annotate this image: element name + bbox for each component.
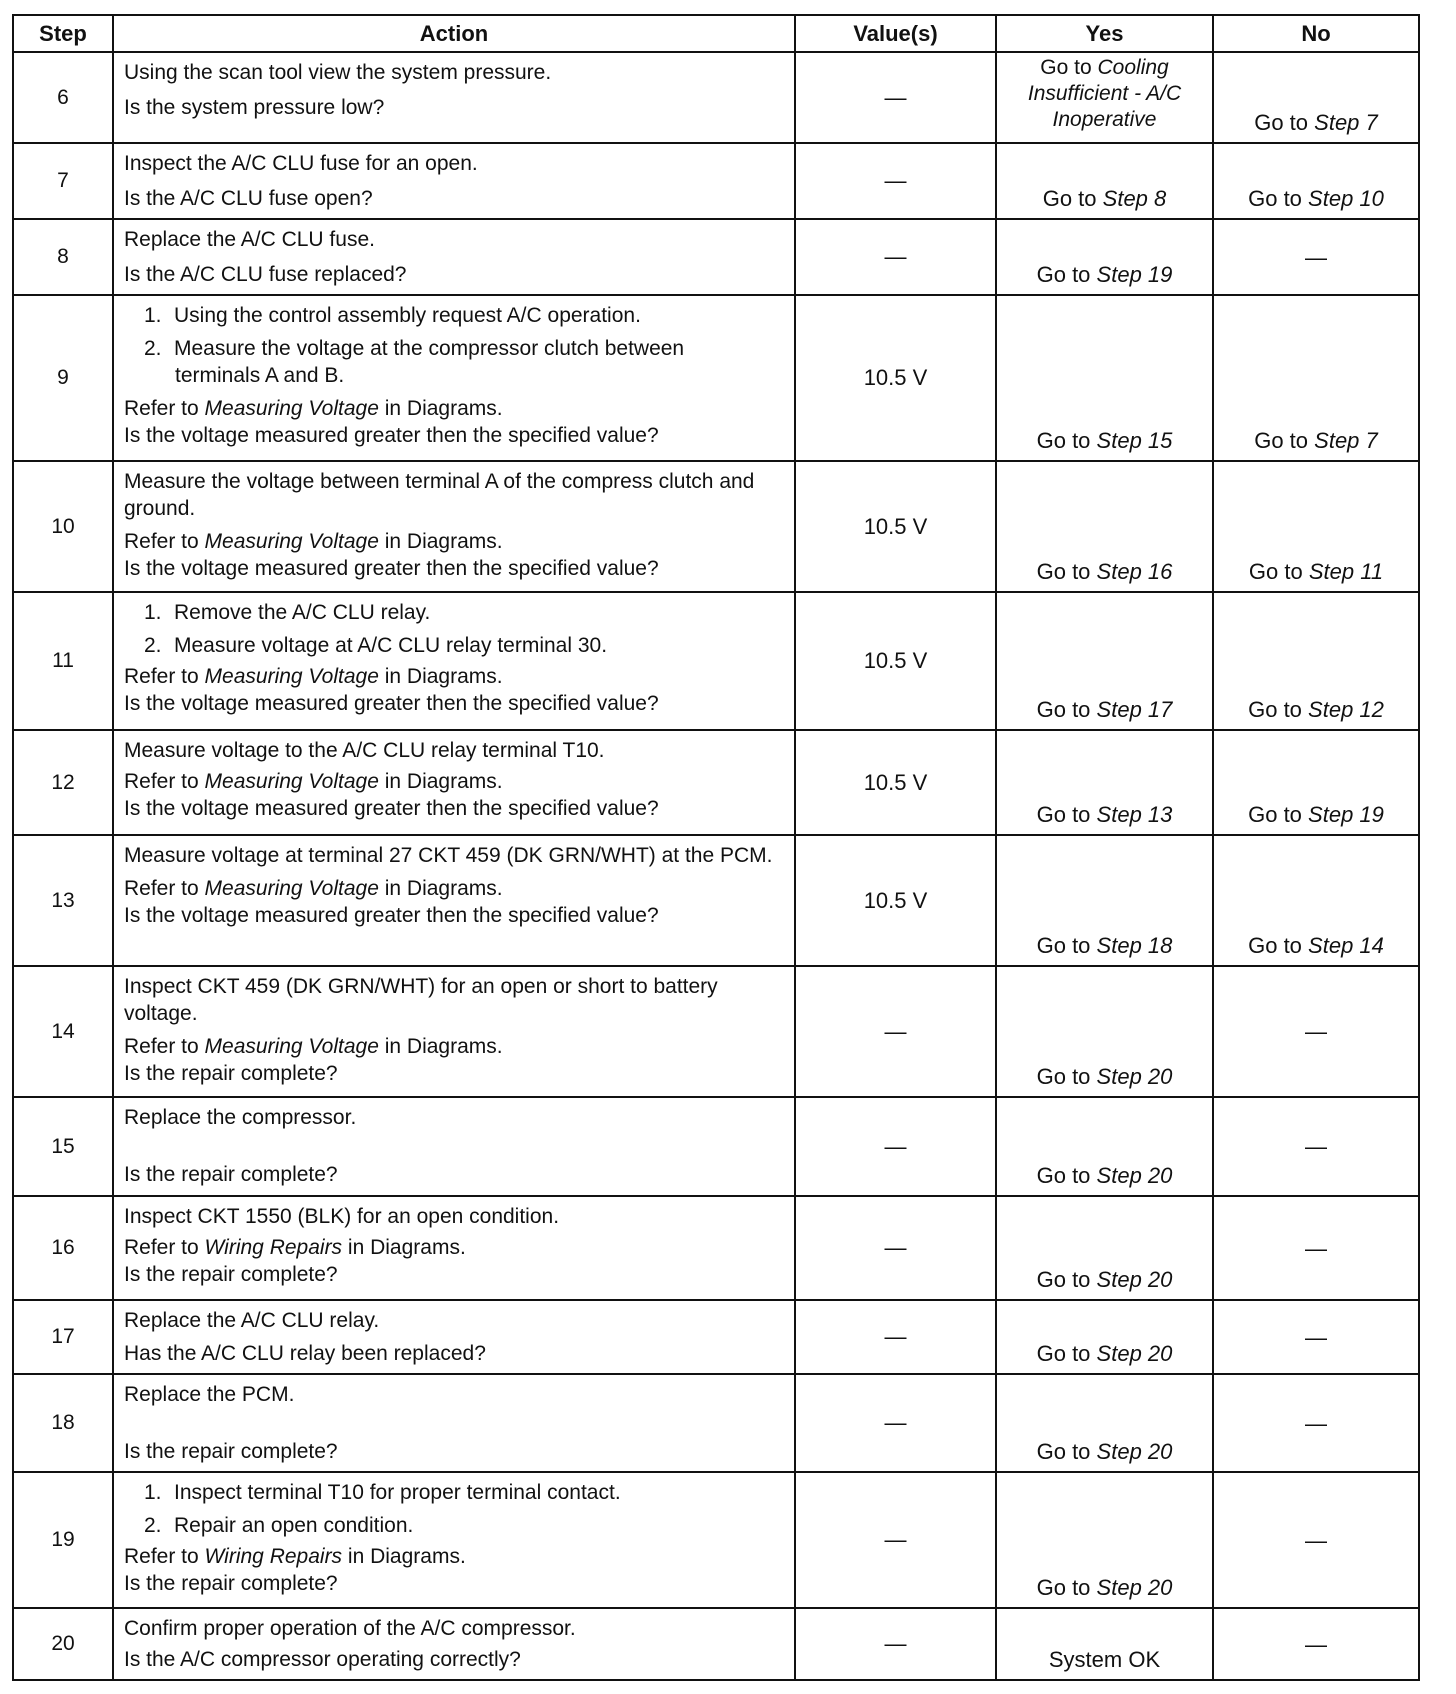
yes-cell: System OK xyxy=(996,1608,1213,1680)
value-cell: — xyxy=(795,1608,996,1680)
no-cell[interactable] xyxy=(1213,461,1419,592)
yes-prefix: Go to xyxy=(1036,1163,1091,1188)
action-text: Using the scan tool view the system pressure. xyxy=(124,61,552,84)
yes-cell[interactable] xyxy=(996,1300,1213,1374)
action-text: Replace the A/C CLU fuse. xyxy=(124,228,375,251)
reference-line: Refer to Measuring Voltage in Diagrams. xyxy=(124,530,503,553)
step-number: 8 xyxy=(13,219,113,295)
action-cell xyxy=(113,52,795,143)
no-link[interactable]: Step 14 xyxy=(1308,933,1384,958)
action-text: Confirm proper operation of the A/C compressor. xyxy=(124,1617,576,1640)
reference-link[interactable]: Measuring Voltage xyxy=(204,665,379,688)
reference-link[interactable]: Measuring Voltage xyxy=(204,397,379,420)
action-question: Is the voltage measured greater then the specified value? xyxy=(124,424,659,447)
action-text: Replace the A/C CLU relay. xyxy=(124,1309,380,1332)
no-cell: — xyxy=(1213,1097,1419,1196)
reference-line: Refer to Measuring Voltage in Diagrams. xyxy=(124,1035,503,1058)
no-prefix: Go to xyxy=(1254,110,1309,135)
no-link[interactable]: Step 19 xyxy=(1308,802,1384,827)
reference-link[interactable]: Measuring Voltage xyxy=(204,1035,379,1058)
yes-cell[interactable] xyxy=(996,592,1213,730)
action-question: Is the A/C CLU fuse replaced? xyxy=(124,263,407,286)
no-prefix: Go to xyxy=(1248,802,1302,827)
step-number: 18 xyxy=(13,1374,113,1472)
no-cell: — xyxy=(1213,1608,1419,1680)
yes-cell[interactable] xyxy=(996,1472,1213,1608)
value-cell: — xyxy=(795,1472,996,1608)
value-cell: — xyxy=(795,966,996,1097)
table-header xyxy=(13,15,1419,52)
no-cell[interactable] xyxy=(1213,143,1419,219)
step-number: 16 xyxy=(13,1196,113,1300)
no-cell[interactable] xyxy=(1213,52,1419,143)
reference-link[interactable]: Measuring Voltage xyxy=(204,770,379,793)
reference-link[interactable]: Measuring Voltage xyxy=(204,877,379,900)
table-row xyxy=(13,461,1419,592)
action-text: Inspect CKT 459 (DK GRN/WHT) for an open or short to battery voltage. xyxy=(124,975,718,1025)
header-action: Action xyxy=(113,15,795,52)
no-cell: — xyxy=(1213,1472,1419,1608)
yes-cell[interactable] xyxy=(996,52,1213,143)
action-question: Is the system pressure low? xyxy=(124,96,385,119)
reference-line: Refer to Wiring Repairs in Diagrams. xyxy=(124,1236,466,1259)
action-question: Is the voltage measured greater then the specified value? xyxy=(124,904,659,927)
action-question: Is the repair complete? xyxy=(124,1572,338,1595)
yes-cell[interactable] xyxy=(996,1374,1213,1472)
step-number: 7 xyxy=(13,143,113,219)
header-row xyxy=(13,15,1419,52)
action-question: Is the voltage measured greater then the specified value? xyxy=(124,797,659,820)
table-row xyxy=(13,143,1419,219)
table-row xyxy=(13,835,1419,966)
action-cell xyxy=(113,1472,795,1608)
reference-link[interactable]: Wiring Repairs xyxy=(204,1236,343,1259)
reference-line: Refer to Measuring Voltage in Diagrams. xyxy=(124,397,503,420)
table-row xyxy=(13,52,1419,143)
yes-prefix: Go to xyxy=(1036,1575,1091,1600)
no-prefix: Go to xyxy=(1254,428,1309,453)
yes-link[interactable]: Step 20 xyxy=(1096,1341,1173,1366)
no-prefix: Go to xyxy=(1248,186,1302,211)
action-text: Replace the PCM. xyxy=(124,1383,295,1406)
action-text: Replace the compressor. xyxy=(124,1106,357,1129)
value-cell: 10.5 V xyxy=(795,592,996,730)
no-link[interactable]: Step 7 xyxy=(1314,110,1378,135)
yes-link[interactable]: Step 20 xyxy=(1096,1267,1173,1292)
yes-prefix: Go to xyxy=(1036,1439,1091,1464)
action-cell xyxy=(113,1374,795,1472)
diagnostic-table-page xyxy=(12,14,1420,1681)
no-cell[interactable] xyxy=(1213,295,1419,461)
action-cell xyxy=(113,295,795,461)
table-row xyxy=(13,1608,1419,1680)
table-row xyxy=(13,1300,1419,1374)
value-cell: — xyxy=(795,52,996,143)
no-cell: — xyxy=(1213,1196,1419,1300)
header-values: Value(s) xyxy=(795,15,996,52)
value-cell: — xyxy=(795,143,996,219)
no-cell: — xyxy=(1213,1300,1419,1374)
yes-prefix: Go to xyxy=(1036,802,1091,827)
no-cell[interactable] xyxy=(1213,835,1419,966)
table-body xyxy=(13,52,1419,1680)
action-text: Measure voltage at terminal 27 CKT 459 (DK GRN/WHT) at the PCM. xyxy=(124,844,773,867)
step-number: 9 xyxy=(13,295,113,461)
yes-link[interactable]: Step 20 xyxy=(1096,1575,1173,1600)
yes-link[interactable]: Cooling Insufficient - A/C Inoperative xyxy=(1027,56,1182,131)
action-question: Has the A/C CLU relay been replaced? xyxy=(124,1342,486,1365)
no-prefix: Go to xyxy=(1248,697,1302,722)
step-number: 15 xyxy=(13,1097,113,1196)
action-question: Is the repair complete? xyxy=(124,1440,338,1463)
no-cell: — xyxy=(1213,966,1419,1097)
action-text: Measure the voltage between terminal A of the compress clutch and ground. xyxy=(124,470,755,520)
yes-link[interactable]: Step 20 xyxy=(1096,1439,1173,1464)
action-text: Inspect CKT 1550 (BLK) for an open condition. xyxy=(124,1205,560,1228)
action-cell xyxy=(113,1300,795,1374)
action-cell xyxy=(113,835,795,966)
action-cell xyxy=(113,592,795,730)
table-row xyxy=(13,1196,1419,1300)
no-link[interactable]: Step 11 xyxy=(1308,559,1384,584)
header-yes: Yes xyxy=(996,15,1213,52)
yes-link[interactable]: Step 20 xyxy=(1096,1064,1173,1089)
reference-link[interactable]: Measuring Voltage xyxy=(204,530,379,553)
step-number: 11 xyxy=(13,592,113,730)
yes-cell[interactable] xyxy=(996,1097,1213,1196)
numbered-item: 2. Measure voltage at A/C CLU relay terminal 30. xyxy=(144,634,608,657)
yes-prefix: Go to xyxy=(1036,933,1091,958)
header-step: Step xyxy=(13,15,113,52)
no-cell: — xyxy=(1213,1374,1419,1472)
yes-prefix: Go to xyxy=(1036,262,1091,287)
value-cell: 10.5 V xyxy=(795,730,996,835)
no-cell[interactable] xyxy=(1213,592,1419,730)
action-cell xyxy=(113,1608,795,1680)
table-row xyxy=(13,219,1419,295)
diagnostic-table xyxy=(12,14,1420,1681)
yes-link[interactable]: Step 13 xyxy=(1096,802,1173,827)
value-cell: — xyxy=(795,1300,996,1374)
yes-prefix: Go to xyxy=(1036,1267,1091,1292)
step-number: 13 xyxy=(13,835,113,966)
step-number: 20 xyxy=(13,1608,113,1680)
no-link[interactable]: Step 7 xyxy=(1314,428,1378,453)
step-number: 10 xyxy=(13,461,113,592)
action-question: Is the repair complete? xyxy=(124,1163,338,1186)
no-link[interactable]: Step 10 xyxy=(1308,186,1384,211)
value-cell: 10.5 V xyxy=(795,461,996,592)
table-row xyxy=(13,1097,1419,1196)
value-cell: 10.5 V xyxy=(795,835,996,966)
yes-link[interactable]: Step 8 xyxy=(1102,186,1167,211)
reference-line: Refer to Measuring Voltage in Diagrams. xyxy=(124,877,503,900)
yes-cell[interactable] xyxy=(996,295,1213,461)
yes-prefix: Go to xyxy=(1036,697,1091,722)
action-cell xyxy=(113,966,795,1097)
action-question: Is the voltage measured greater then the specified value? xyxy=(124,557,659,580)
action-cell xyxy=(113,1097,795,1196)
table-row xyxy=(13,730,1419,835)
action-cell xyxy=(113,461,795,592)
reference-link[interactable]: Wiring Repairs xyxy=(204,1545,343,1568)
yes-link[interactable]: Step 20 xyxy=(1096,1163,1173,1188)
yes-cell[interactable] xyxy=(996,730,1213,835)
reference-line: Refer to Measuring Voltage in Diagrams. xyxy=(124,665,503,688)
yes-cell[interactable] xyxy=(996,966,1213,1097)
action-question: Is the A/C CLU fuse open? xyxy=(124,187,373,210)
value-cell: — xyxy=(795,1196,996,1300)
numbered-item: 1. Using the control assembly request A/C operation. xyxy=(144,304,641,327)
action-text: Inspect the A/C CLU fuse for an open. xyxy=(124,152,478,175)
yes-cell[interactable] xyxy=(996,835,1213,966)
yes-prefix: Go to xyxy=(1040,56,1092,79)
step-number: 6 xyxy=(13,52,113,143)
yes-link[interactable]: Step 16 xyxy=(1096,559,1173,584)
numbered-item: 2. Repair an open condition. xyxy=(144,1514,414,1537)
table-row xyxy=(13,295,1419,461)
action-cell xyxy=(113,143,795,219)
no-cell[interactable] xyxy=(1213,730,1419,835)
yes-link[interactable]: Step 15 xyxy=(1096,428,1173,453)
action-question: Is the A/C compressor operating correctly? xyxy=(124,1648,521,1671)
action-cell xyxy=(113,730,795,835)
numbered-item: 1. Inspect terminal T10 for proper terminal contact. xyxy=(144,1481,621,1504)
step-number: 17 xyxy=(13,1300,113,1374)
yes-prefix: Go to xyxy=(1042,186,1097,211)
value-cell: — xyxy=(795,1374,996,1472)
table-row xyxy=(13,1472,1419,1608)
yes-link[interactable]: Step 19 xyxy=(1096,262,1173,287)
no-link[interactable]: Step 12 xyxy=(1308,697,1384,722)
reference-line: Refer to Measuring Voltage in Diagrams. xyxy=(124,770,503,793)
yes-cell[interactable] xyxy=(996,219,1213,295)
table-row xyxy=(13,592,1419,730)
yes-prefix: Go to xyxy=(1036,559,1091,584)
yes-cell[interactable] xyxy=(996,1196,1213,1300)
yes-prefix: Go to xyxy=(1036,428,1091,453)
yes-prefix: Go to xyxy=(1036,1064,1091,1089)
action-question: Is the repair complete? xyxy=(124,1062,338,1085)
step-number: 19 xyxy=(13,1472,113,1608)
action-cell xyxy=(113,1196,795,1300)
action-cell xyxy=(113,219,795,295)
table-row xyxy=(13,966,1419,1097)
value-cell: — xyxy=(795,219,996,295)
yes-cell[interactable] xyxy=(996,143,1213,219)
value-cell: — xyxy=(795,1097,996,1196)
value-cell: 10.5 V xyxy=(795,295,996,461)
yes-prefix: Go to xyxy=(1036,1341,1091,1366)
no-cell: — xyxy=(1213,219,1419,295)
no-prefix: Go to xyxy=(1248,933,1302,958)
table-row xyxy=(13,1374,1419,1472)
header-no: No xyxy=(1213,15,1419,52)
yes-link[interactable]: Step 17 xyxy=(1096,697,1173,722)
action-question: Is the repair complete? xyxy=(124,1263,338,1286)
step-number: 14 xyxy=(13,966,113,1097)
numbered-item: 2. Measure the voltage at the compressor clutch between terminals A and B. xyxy=(144,337,685,387)
yes-cell[interactable] xyxy=(996,461,1213,592)
action-text: Measure voltage to the A/C CLU relay terminal T10. xyxy=(124,739,605,762)
yes-link[interactable]: Step 18 xyxy=(1096,933,1173,958)
step-number: 12 xyxy=(13,730,113,835)
reference-line: Refer to Wiring Repairs in Diagrams. xyxy=(124,1545,466,1568)
no-prefix: Go to xyxy=(1248,559,1303,584)
numbered-item: 1. Remove the A/C CLU relay. xyxy=(144,601,431,624)
action-question: Is the voltage measured greater then the specified value? xyxy=(124,692,659,715)
